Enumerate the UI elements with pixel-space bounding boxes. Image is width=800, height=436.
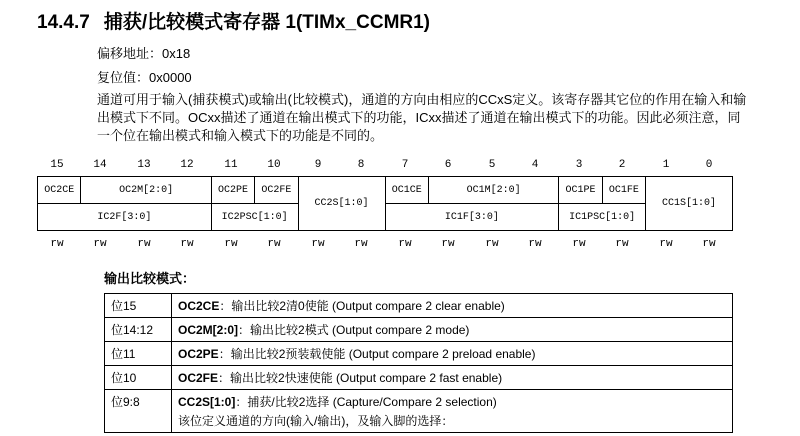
access-type: rw: [93, 238, 107, 250]
bit-range: 位10: [105, 366, 172, 390]
access-type: rw: [50, 238, 64, 250]
access-type: rw: [224, 238, 238, 250]
field-oc1pe: OC1PE: [559, 177, 602, 204]
access-type: rw: [528, 238, 542, 250]
table-row: [105, 390, 733, 433]
field-text: ：输出比较2预装载使能 (Output compare 2 preload enable): [218, 347, 536, 361]
field-ic2f: IC2F[3:0]: [38, 204, 212, 231]
field-text: ：输出比较2清0使能 (Output compare 2 clear enable): [219, 299, 505, 313]
bit-number: 9: [314, 159, 322, 171]
section-subtitle: 输出比较模式：: [104, 271, 196, 286]
access-type: rw: [311, 238, 325, 250]
field-cc2s: CC2S[1:0]: [298, 177, 385, 231]
field-name: OC2PE: [178, 347, 219, 361]
table-row: [105, 366, 733, 390]
field-name: OC2M[2:0]: [178, 323, 239, 337]
bit-number: 15: [50, 159, 64, 171]
access-type: rw: [485, 238, 499, 250]
access-type: rw: [615, 238, 629, 250]
bit-number: 0: [705, 159, 713, 171]
table-row: [105, 318, 733, 342]
section-number: 14.4.7: [37, 12, 90, 33]
register-bitfield-table: [37, 176, 733, 231]
field-ic2psc: IC2PSC[1:0]: [211, 204, 298, 231]
bit-number: 5: [488, 159, 496, 171]
field-name: OC2CE: [178, 299, 220, 313]
field-text: ：捕获/比较2选择 (Capture/Compare 2 selection): [235, 395, 497, 409]
field-text: ：输出比较2模式 (Output compare 2 mode): [238, 323, 470, 337]
field-extra-text: 该位定义通道的方向(输入/输出)，及输入脚的选择：: [178, 414, 454, 428]
field-description: [172, 342, 733, 366]
bit-number: 12: [180, 159, 194, 171]
access-type: rw: [702, 238, 716, 250]
bit-range: 位15: [105, 294, 172, 318]
access-type: rw: [354, 238, 368, 250]
table-row: [105, 294, 733, 318]
bit-number: 8: [357, 159, 365, 171]
field-ic1f: IC1F[3:0]: [385, 204, 559, 231]
access-type: rw: [398, 238, 412, 250]
field-oc2m: OC2M[2:0]: [81, 177, 211, 204]
field-oc1ce: OC1CE: [385, 177, 428, 204]
offset-address: 偏移地址：0x18: [97, 46, 191, 61]
bit-number: 3: [575, 159, 583, 171]
field-description: [172, 366, 733, 390]
access-type: rw: [137, 238, 151, 250]
field-name: CC2S[1:0]: [178, 395, 236, 409]
access-type: rw: [267, 238, 281, 250]
field-description: [172, 390, 733, 433]
bit-number: 4: [531, 159, 539, 171]
bit-range: 位11: [105, 342, 172, 366]
register-description: 通道可用于输入(捕获模式)或输出(比较模式)，通道的方向由相应的CCxS定义。该寄存器其它位的作用在输入和输出模式下不同。OCxx描述了通道在输出模式下的功能，ICxx描述了通道在输出模式下的功能。因此必须注意，同一个位在输出模式和输入模式下的功能是不同的。: [97, 92, 747, 143]
bit-number: 2: [618, 159, 626, 171]
page-title: [37, 7, 430, 34]
field-oc1fe: OC1FE: [602, 177, 645, 204]
field-text: ：输出比较2快速使能 (Output compare 2 fast enable): [218, 371, 503, 385]
field-cc1s: CC1S[1:0]: [646, 177, 733, 231]
bit-number: 13: [137, 159, 151, 171]
access-type: rw: [572, 238, 586, 250]
bit-number: 7: [401, 159, 409, 171]
bit-number: 11: [224, 159, 238, 171]
field-oc2fe: OC2FE: [255, 177, 298, 204]
field-description: [172, 294, 733, 318]
field-ic1psc: IC1PSC[1:0]: [559, 204, 646, 231]
access-type: rw: [180, 238, 194, 250]
reset-value: 复位值：0x0000: [97, 70, 192, 85]
bit-number: 6: [444, 159, 452, 171]
access-type: rw: [659, 238, 673, 250]
field-oc1m: OC1M[2:0]: [428, 177, 558, 204]
field-description-table: [104, 293, 733, 433]
bit-number: 10: [267, 159, 281, 171]
bit-number: 1: [662, 159, 670, 171]
access-type: rw: [441, 238, 455, 250]
bit-range: 位14:12: [105, 318, 172, 342]
section-title: 捕获/比较模式寄存器 1(TIMx_CCMR1): [103, 12, 431, 33]
bit-range: 位9:8: [105, 390, 172, 433]
field-oc2pe: OC2PE: [211, 177, 254, 204]
table-row: [105, 342, 733, 366]
field-description: [172, 318, 733, 342]
bit-number: 14: [93, 159, 107, 171]
field-oc2ce: OC2CE: [38, 177, 81, 204]
field-name: OC2FE: [178, 371, 219, 385]
